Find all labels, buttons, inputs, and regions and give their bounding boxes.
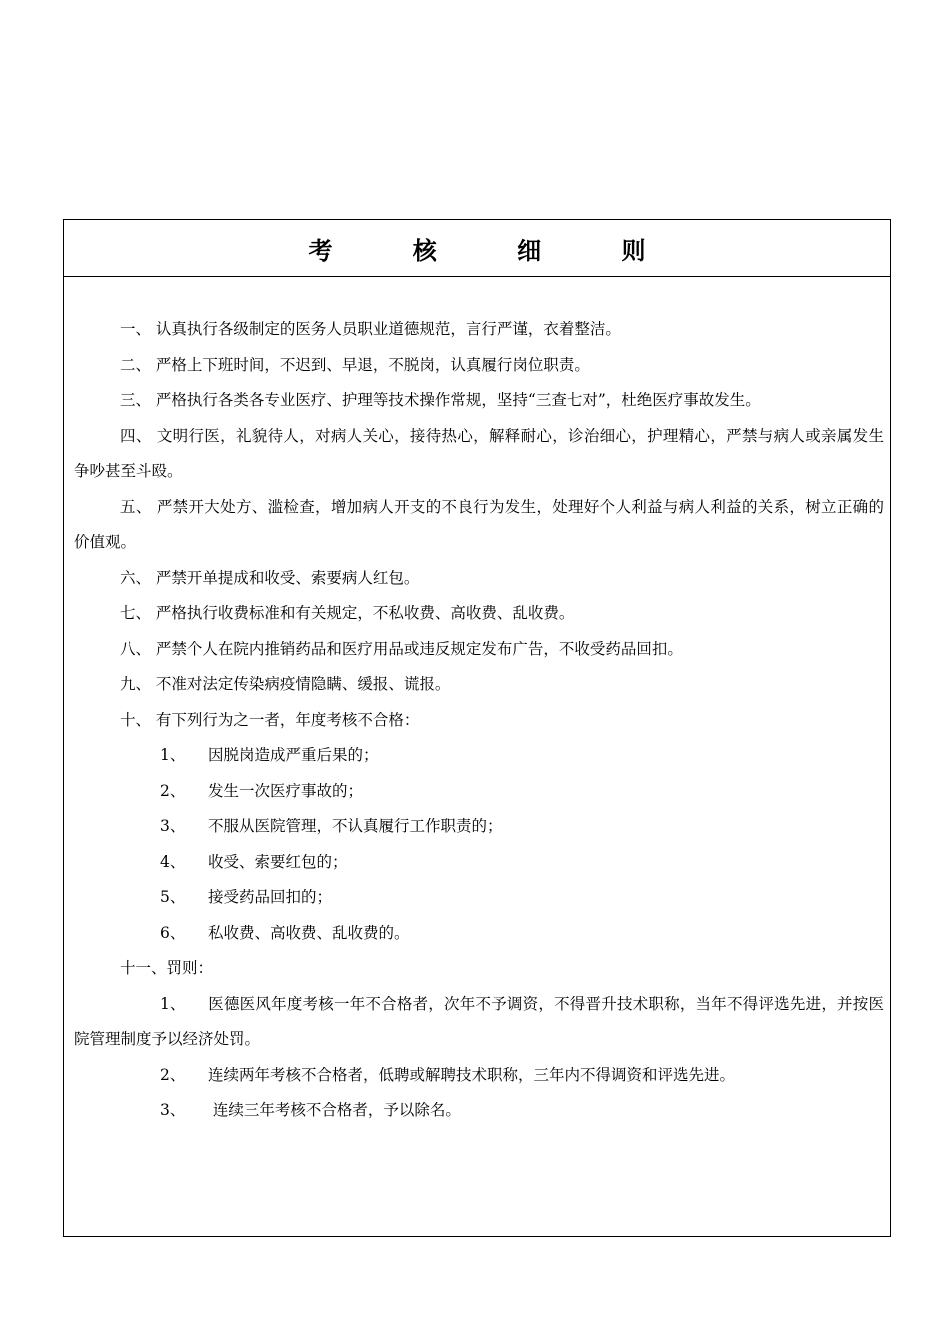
penalty-item-number: 1、 [160,994,186,1013]
rule-item-9: 九、 不准对法定传染病疫情隐瞒、缓报、谎报。 [120,675,451,693]
sub-item-number: 4、 [160,852,186,871]
sub-item-number: 5、 [160,888,186,906]
penalty-item-text: 连续两年考核不合格者，低聘或解聘技术职称，三年内不得调资和评选先进。 [208,1065,736,1084]
page-title: 考 核 细 则 [308,235,682,265]
rule-item-8: 八、 严禁个人在院内推销药品和医疗用品或违反规定发布广告，不收受药品回扣。 [120,639,683,658]
rule-item-3: 三、 严格执行各类各专业医疗、护理等技术操作常规，坚持“三查七对”，杜绝医疗事故发生。 [120,391,761,409]
penalty-item [74,987,884,1058]
rule-item-2: 二、 严格上下班时间，不迟到、早退，不脱岗，认真履行岗位职责。 [120,355,590,374]
penalty-item-text: 医德医风年度考核一年不合格者，次年不予调资，不得晋升技术职称，当年不得评选先进，并按医院管理制度予以经济处罚。 [74,994,884,1048]
rule-item-10: 十、 有下列行为之一者，年度考核不合格： [120,710,420,729]
rule-item-1: 一、 认真执行各级制定的医务人员职业道德规范，言行严谨，衣着整洁。 [120,320,621,338]
sub-item [74,845,884,881]
sub-item-number: 3、 [160,817,186,835]
sub-item-text: 不服从医院管理，不认真履行工作职责的； [208,817,503,835]
sub-item-number: 1、 [160,746,186,764]
sub-item [74,809,884,845]
sub-item [74,738,884,774]
rule-item-4: 四、 文明行医，礼貌待人，对病人关心，接待热心，解释耐心，诊治细心，护理精心，严禁与病人或亲属发生争吵甚至斗殴。 [74,426,884,480]
penalty-item-number: 2、 [160,1065,186,1084]
penalty-item [74,1058,884,1094]
sub-item-text: 接受药品回扣的； [208,888,333,906]
rule-item-7: 七、 严格执行收费标准和有关规定，不私收费、高收费、乱收费。 [120,604,575,622]
sub-item-text: 收受、索要红包的； [208,852,348,871]
sub-item-number: 2、 [160,781,186,800]
sub-item-number: 6、 [160,923,186,942]
rules-content [74,312,884,1129]
sub-item-text: 发生一次医疗事故的； [208,781,364,800]
sub-item-text: 因脱岗造成严重后果的； [208,746,379,764]
rules-table [63,219,891,1237]
sub-item [74,880,884,916]
penalty-item [74,1093,884,1129]
rule-item-11: 十一、罚则： [120,959,214,977]
rule-item-5: 五、 严禁开大处方、滥检查，增加病人开支的不良行为发生，处理好个人利益与病人利益的关系，树立正确的价值观。 [74,497,884,551]
sub-item-text: 私收费、高收费、乱收费的。 [208,923,410,942]
rule-item-6: 六、 严禁开单提成和收受、索要病人红包。 [120,568,420,587]
title-row [64,220,890,277]
penalty-item-number: 3、 [160,1101,186,1119]
sub-item [74,774,884,810]
sub-item [74,916,884,952]
penalty-item-text: 连续三年考核不合格者，予以除名。 [208,1101,461,1119]
